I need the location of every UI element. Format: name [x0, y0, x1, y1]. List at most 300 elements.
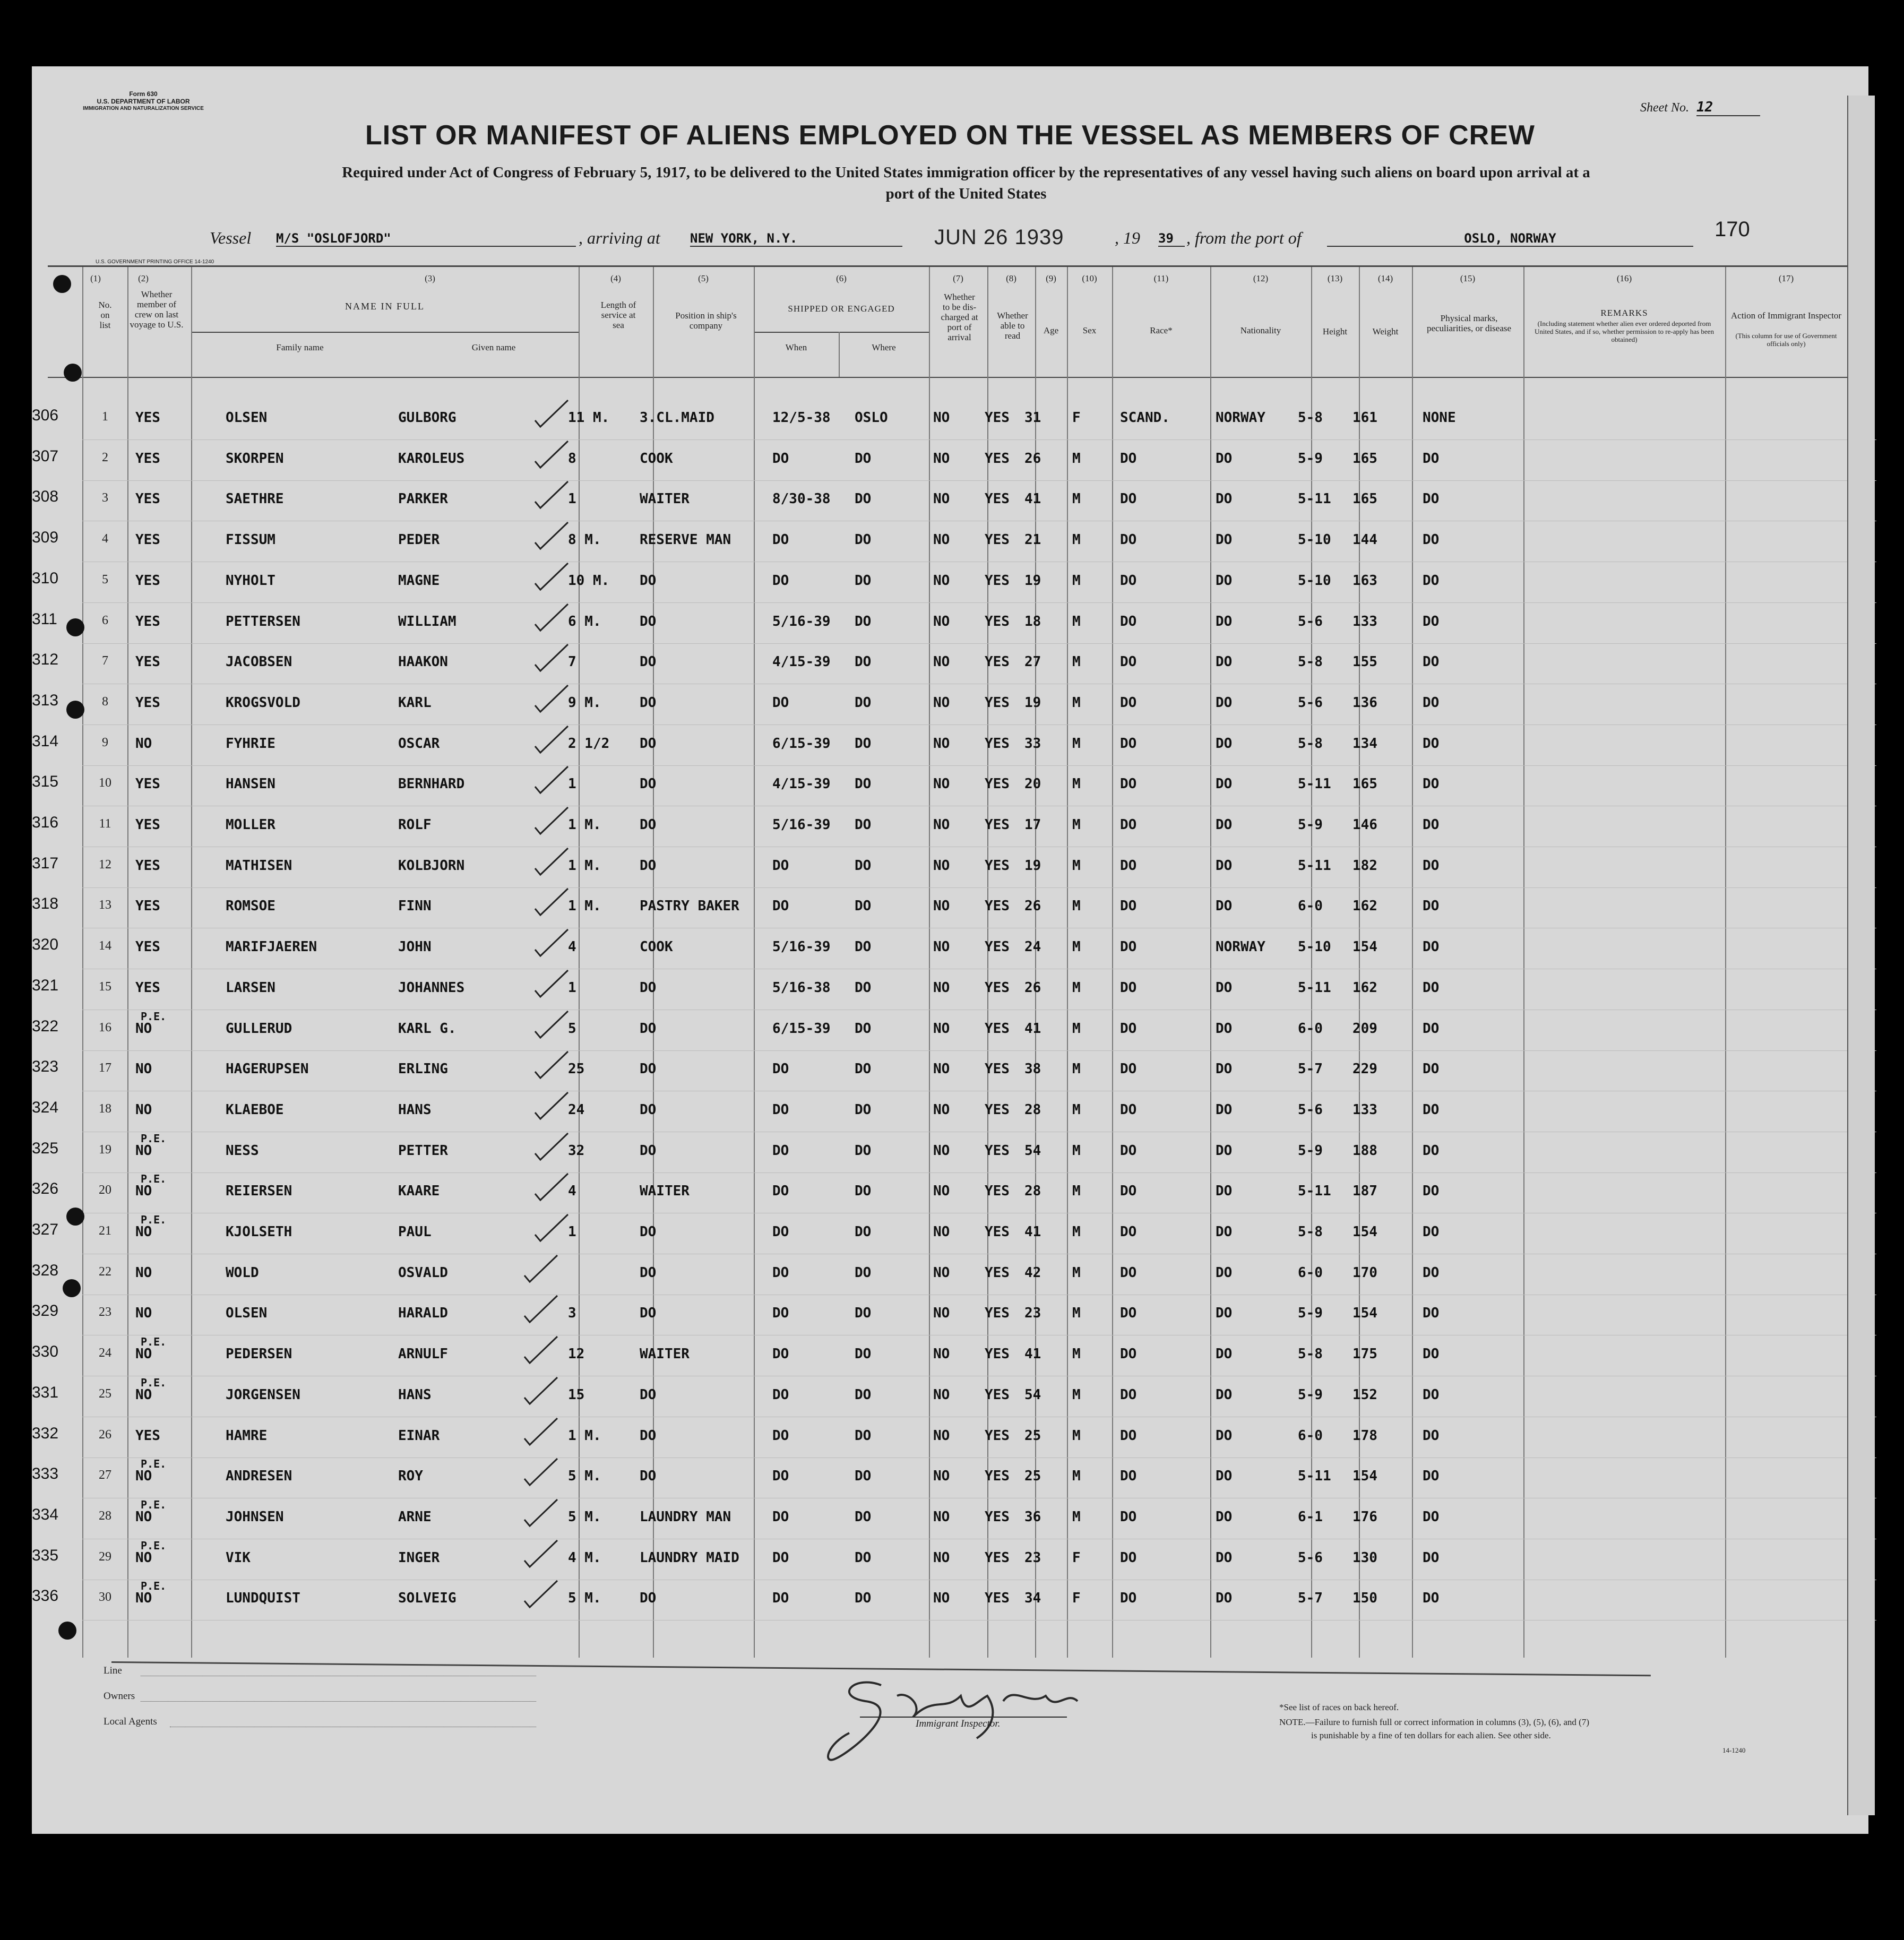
able-to-read-cell: YES [985, 735, 1010, 752]
position-cell: DO [640, 735, 657, 752]
where-cell: DO [855, 1468, 872, 1485]
sex-cell: M [1072, 1508, 1081, 1525]
check-mark-icon [520, 1538, 563, 1570]
header-age: Age [1043, 325, 1059, 335]
serial-number: 325 [32, 1139, 59, 1157]
nationality-cell: DO [1216, 1468, 1233, 1485]
column-separator [839, 332, 840, 377]
where-cell: DO [855, 817, 872, 833]
nationality-cell: DO [1216, 817, 1233, 833]
family-name-cell: WOLD [226, 1264, 259, 1281]
pe-annotation: P.E. [141, 1376, 167, 1389]
height-cell: 5-8 [1298, 654, 1323, 670]
physical-marks-cell: NONE [1423, 410, 1456, 426]
column-separator [82, 267, 83, 1658]
given-name-cell: PARKER [398, 491, 448, 507]
age-cell: 31 [1024, 410, 1041, 426]
line-number: 4 [102, 532, 108, 546]
discharged-cell: NO [933, 654, 950, 670]
where-cell: DO [855, 1346, 872, 1363]
from-port: OSLO, NORWAY [1327, 231, 1693, 247]
length-service-cell: 4 M. [568, 1549, 601, 1566]
race-cell: DO [1120, 450, 1137, 467]
race-cell: DO [1120, 979, 1137, 996]
arriving-port: NEW YORK, N.Y. [690, 231, 902, 247]
able-to-read-cell: YES [985, 654, 1010, 670]
header-position: Position in ship's company [675, 311, 737, 331]
nationality-cell: NORWAY [1216, 410, 1265, 426]
discharged-cell: NO [933, 1468, 950, 1485]
physical-marks-cell: DO [1423, 1224, 1440, 1240]
able-to-read-cell: YES [985, 1590, 1010, 1607]
colnum-16: (16) [1616, 273, 1632, 283]
when-cell: DO [772, 694, 789, 711]
where-cell: DO [855, 1183, 872, 1200]
height-cell: 5-9 [1298, 1386, 1323, 1403]
nationality-cell: DO [1216, 654, 1233, 670]
length-service-cell: 8 M. [568, 532, 601, 548]
serial-number: 315 [32, 773, 59, 791]
height-cell: 5-6 [1298, 1101, 1323, 1118]
line-number: 15 [99, 979, 111, 994]
weight-cell: 162 [1352, 979, 1377, 996]
column-separator [1035, 267, 1036, 1658]
physical-marks-cell: DO [1423, 939, 1440, 955]
form-info [74, 90, 212, 113]
physical-marks-cell: DO [1423, 1508, 1440, 1525]
height-cell: 6-1 [1298, 1508, 1323, 1525]
height-cell: 6-0 [1298, 1427, 1323, 1444]
check-mark-icon [531, 1049, 573, 1081]
binder-hole [66, 701, 84, 719]
height-cell: 5-11 [1298, 776, 1331, 792]
sex-cell: M [1072, 1142, 1081, 1159]
sex-cell: M [1072, 1101, 1081, 1118]
member-cell: YES [135, 450, 160, 467]
weight-cell: 165 [1352, 491, 1377, 507]
given-name-cell: ARNE [398, 1508, 432, 1525]
length-service-cell: 24 [568, 1101, 585, 1118]
sex-cell: M [1072, 1020, 1081, 1037]
colnum-10: (10) [1082, 273, 1097, 283]
physical-marks-cell: DO [1423, 1264, 1440, 1281]
age-cell: 36 [1024, 1508, 1041, 1525]
sex-cell: M [1072, 939, 1081, 955]
race-cell: DO [1120, 1468, 1137, 1485]
column-separator [1412, 267, 1413, 1658]
able-to-read-cell: YES [985, 1427, 1010, 1444]
weight-cell: 188 [1352, 1142, 1377, 1159]
position-cell: DO [640, 654, 657, 670]
where-cell: DO [855, 1590, 872, 1607]
discharged-cell: NO [933, 1183, 950, 1200]
when-cell: 12/5-38 [772, 410, 831, 426]
length-service-cell: 4 [568, 1183, 576, 1200]
family-name-cell: OLSEN [226, 1305, 268, 1322]
serial-number: 332 [32, 1424, 59, 1442]
line-number: 17 [99, 1061, 111, 1075]
physical-marks-cell: DO [1423, 979, 1440, 996]
serial-number: 308 [32, 488, 59, 506]
able-to-read-cell: YES [985, 1549, 1010, 1566]
given-name-cell: OSCAR [398, 735, 440, 752]
where-cell: DO [855, 1427, 872, 1444]
weight-cell: 154 [1352, 1305, 1377, 1322]
line-number: 6 [102, 613, 108, 627]
length-service-cell: 1 M. [568, 898, 601, 915]
pe-annotation: P.E. [141, 1580, 167, 1593]
discharged-cell: NO [933, 694, 950, 711]
age-cell: 28 [1024, 1101, 1041, 1118]
able-to-read-cell: YES [985, 1346, 1010, 1363]
family-name-cell: LARSEN [226, 979, 275, 996]
sex-cell: F [1072, 1590, 1081, 1607]
sex-cell: M [1072, 491, 1081, 507]
able-to-read-cell: YES [985, 898, 1010, 915]
discharged-cell: NO [933, 1549, 950, 1566]
position-cell: DO [640, 1305, 657, 1322]
header-shipped-engaged: SHIPPED OR ENGAGED [788, 304, 895, 314]
line-number: 11 [99, 817, 111, 831]
given-name-cell: ARNULF [398, 1346, 448, 1363]
age-cell: 27 [1024, 654, 1041, 670]
where-cell: DO [855, 1386, 872, 1403]
header-able-to-read: Whether able to read [997, 311, 1028, 341]
where-cell: OSLO [855, 410, 888, 426]
height-cell: 5-11 [1298, 491, 1331, 507]
row-rule [82, 887, 1876, 888]
page-subtitle [149, 162, 1784, 204]
header-given-name: Given name [471, 342, 516, 352]
nationality-cell: DO [1216, 1346, 1233, 1363]
nationality-cell: DO [1216, 1020, 1233, 1037]
header-sex: Sex [1082, 325, 1097, 335]
able-to-read-cell: YES [985, 532, 1010, 548]
race-cell: DO [1120, 735, 1137, 752]
able-to-read-cell: YES [985, 1183, 1010, 1200]
nationality-cell: DO [1216, 1061, 1233, 1077]
member-cell: NO [135, 1508, 152, 1525]
serial-number: 306 [32, 407, 59, 424]
serial-number: 316 [32, 814, 59, 831]
family-name-cell: VIK [226, 1549, 251, 1566]
when-cell: DO [772, 857, 789, 874]
race-cell: DO [1120, 1386, 1137, 1403]
header-where: Where [872, 342, 896, 352]
binder-hole [53, 275, 71, 293]
given-name-cell: HANS [398, 1101, 432, 1118]
given-name-cell: GULBORG [398, 410, 456, 426]
check-mark-icon [531, 561, 573, 593]
row-rule [82, 765, 1876, 766]
check-mark-icon [531, 968, 573, 1000]
age-cell: 54 [1024, 1386, 1041, 1403]
discharged-cell: NO [933, 776, 950, 792]
colnum-12: (12) [1253, 273, 1269, 283]
member-cell: YES [135, 939, 160, 955]
line-label: Line [104, 1665, 122, 1676]
serial-number: 335 [32, 1546, 59, 1564]
sex-cell: M [1072, 1305, 1081, 1322]
check-mark-icon [520, 1416, 563, 1448]
given-name-cell: ROLF [398, 817, 432, 833]
line-number: 29 [99, 1549, 111, 1564]
where-cell: DO [855, 694, 872, 711]
sex-cell: M [1072, 450, 1081, 467]
given-name-cell: SOLVEIG [398, 1590, 456, 1607]
position-cell: DO [640, 776, 657, 792]
able-to-read-cell: YES [985, 776, 1010, 792]
sex-cell: F [1072, 1549, 1081, 1566]
nationality-cell: DO [1216, 776, 1233, 792]
height-cell: 5-6 [1298, 1549, 1323, 1566]
given-name-cell: KARL [398, 694, 432, 711]
when-cell: 5/16-39 [772, 939, 831, 955]
where-cell: DO [855, 857, 872, 874]
name-split-rule [191, 332, 579, 333]
age-cell: 42 [1024, 1264, 1041, 1281]
member-cell: NO [135, 1142, 152, 1159]
physical-marks-cell: DO [1423, 532, 1440, 548]
height-cell: 5-8 [1298, 1346, 1323, 1363]
height-cell: 5-7 [1298, 1061, 1323, 1077]
member-cell: YES [135, 979, 160, 996]
member-cell: NO [135, 1346, 152, 1363]
from-port-label: , from the port of [1186, 228, 1302, 247]
weight-cell: 134 [1352, 735, 1377, 752]
given-name-cell: FINN [398, 898, 432, 915]
page-number: 170 [1715, 218, 1750, 241]
line-number: 18 [99, 1101, 111, 1116]
member-cell: NO [135, 1020, 152, 1037]
race-cell: DO [1120, 898, 1137, 915]
when-cell: DO [772, 1061, 789, 1077]
family-name-cell: PEDERSEN [226, 1346, 292, 1363]
serial-number: 330 [32, 1343, 59, 1361]
form-number: Form 630 [129, 90, 158, 98]
physical-marks-cell: DO [1423, 898, 1440, 915]
able-to-read-cell: YES [985, 491, 1010, 507]
races-note: *See list of races on back hereof. [1279, 1702, 1399, 1712]
nationality-cell: DO [1216, 1101, 1233, 1118]
when-cell: DO [772, 1183, 789, 1200]
family-name-cell: SAETHRE [226, 491, 284, 507]
check-mark-icon [520, 1334, 563, 1366]
colnum-5: (5) [698, 273, 709, 283]
weight-cell: 187 [1352, 1183, 1377, 1200]
line-number: 14 [99, 939, 111, 953]
family-name-cell: JOHNSEN [226, 1508, 284, 1525]
discharged-cell: NO [933, 450, 950, 467]
age-cell: 23 [1024, 1305, 1041, 1322]
physical-marks-cell: DO [1423, 1468, 1440, 1485]
weight-cell: 165 [1352, 776, 1377, 792]
length-service-cell: 32 [568, 1142, 585, 1159]
column-separator [929, 267, 930, 1658]
when-cell: DO [772, 450, 789, 467]
height-cell: 5-11 [1298, 857, 1331, 874]
line-number: 20 [99, 1183, 111, 1197]
check-mark-icon [531, 1009, 573, 1041]
age-cell: 34 [1024, 1590, 1041, 1607]
serial-number: 331 [32, 1383, 59, 1401]
header-name-in-full: NAME IN FULL [345, 301, 425, 312]
length-service-cell: 8 [568, 450, 576, 467]
position-cell: DO [640, 1264, 657, 1281]
able-to-read-cell: YES [985, 1468, 1010, 1485]
serial-number: 328 [32, 1261, 59, 1279]
column-separator [1112, 267, 1113, 1658]
position-cell: DO [640, 1427, 657, 1444]
discharged-cell: NO [933, 1264, 950, 1281]
header-action: Action of Immigrant Inspector [1730, 311, 1842, 321]
height-cell: 5-10 [1298, 939, 1331, 955]
sex-cell: M [1072, 1346, 1081, 1363]
height-cell: 5-8 [1298, 410, 1323, 426]
member-cell: NO [135, 1061, 152, 1077]
discharged-cell: NO [933, 1101, 950, 1118]
table-top-rule [48, 265, 1874, 267]
nationality-cell: DO [1216, 1305, 1233, 1322]
discharged-cell: NO [933, 491, 950, 507]
check-mark-icon [531, 1090, 573, 1122]
owners-field[interactable] [141, 1701, 536, 1702]
row-rule [82, 439, 1876, 440]
where-cell: DO [855, 491, 872, 507]
pe-annotation: P.E. [141, 1132, 167, 1145]
given-name-cell: KAARE [398, 1183, 440, 1200]
where-cell: DO [855, 450, 872, 467]
binder-hole [64, 364, 82, 382]
colnum-1: (1) [90, 273, 101, 283]
position-cell: DO [640, 694, 657, 711]
form-code: 14-1240 [1722, 1746, 1746, 1754]
serial-number: 322 [32, 1017, 59, 1035]
member-cell: NO [135, 1264, 152, 1281]
weight-cell: 209 [1352, 1020, 1377, 1037]
header-physical-marks: Physical marks, peculiarities, or disease [1426, 313, 1512, 333]
given-name-cell: INGER [398, 1549, 440, 1566]
length-service-cell: 1 [568, 979, 576, 996]
sex-cell: M [1072, 979, 1081, 996]
position-cell: COOK [640, 450, 673, 467]
column-separator [1210, 267, 1211, 1658]
sex-cell: M [1072, 1427, 1081, 1444]
physical-marks-cell: DO [1423, 1061, 1440, 1077]
race-cell: DO [1120, 1142, 1137, 1159]
position-cell: DO [640, 1061, 657, 1077]
family-name-cell: MOLLER [226, 817, 275, 833]
sex-cell: M [1072, 1061, 1081, 1077]
column-separator [191, 267, 192, 1658]
given-name-cell: JOHN [398, 939, 432, 955]
colnum-11: (11) [1153, 273, 1169, 283]
length-service-cell: 11 M. [568, 410, 610, 426]
year-label: , 19 [1115, 228, 1140, 247]
able-to-read-cell: YES [985, 1386, 1010, 1403]
check-mark-icon [520, 1497, 563, 1529]
when-cell: DO [772, 1590, 789, 1607]
colnum-15: (15) [1460, 273, 1476, 283]
age-cell: 19 [1024, 694, 1041, 711]
when-cell: DO [772, 572, 789, 589]
when-cell: DO [772, 1346, 789, 1363]
height-cell: 5-8 [1298, 735, 1323, 752]
family-name-cell: NESS [226, 1142, 259, 1159]
where-cell: DO [855, 1101, 872, 1118]
weight-cell: 154 [1352, 1468, 1377, 1485]
printing-office: U.S. GOVERNMENT PRINTING OFFICE 14-1240 [96, 259, 214, 265]
position-cell: LAUNDRY MAID [640, 1549, 739, 1566]
vessel-label: Vessel [210, 228, 252, 247]
given-name-cell: PAUL [398, 1224, 432, 1240]
when-cell: 4/15-39 [772, 776, 831, 792]
member-cell: NO [135, 1224, 152, 1240]
line-number: 25 [99, 1386, 111, 1401]
colnum-4: (4) [610, 273, 621, 283]
discharged-cell: NO [933, 613, 950, 630]
height-cell: 5-6 [1298, 613, 1323, 630]
nationality-cell: DO [1216, 1590, 1233, 1607]
header-weight: Weight [1372, 326, 1399, 337]
age-cell: 41 [1024, 491, 1041, 507]
serial-number: 309 [32, 529, 59, 547]
serial-number: 333 [32, 1465, 59, 1483]
line-number: 16 [99, 1020, 111, 1034]
member-cell: YES [135, 817, 160, 833]
family-name-cell: KLAEBOE [226, 1101, 284, 1118]
family-name-cell: OLSEN [226, 410, 268, 426]
where-cell: DO [855, 898, 872, 915]
physical-marks-cell: DO [1423, 694, 1440, 711]
where-cell: DO [855, 979, 872, 996]
serial-number: 318 [32, 895, 59, 913]
column-separator [1725, 267, 1726, 1658]
height-cell: 5-7 [1298, 1590, 1323, 1607]
family-name-cell: REIERSEN [226, 1183, 292, 1200]
length-service-cell: 2 1/2 [568, 735, 610, 752]
header-family-name: Family name [276, 342, 324, 352]
where-cell: DO [855, 1508, 872, 1525]
given-name-cell: MAGNE [398, 572, 440, 589]
where-cell: DO [855, 1305, 872, 1322]
check-mark-icon [520, 1253, 563, 1285]
weight-cell: 136 [1352, 694, 1377, 711]
column-separator [1067, 267, 1068, 1658]
check-mark-icon [520, 1456, 563, 1488]
position-cell: DO [640, 817, 657, 833]
where-cell: DO [855, 735, 872, 752]
colnum-9: (9) [1046, 273, 1056, 283]
when-cell: DO [772, 1508, 789, 1525]
family-name-cell: ROMSOE [226, 898, 275, 915]
weight-cell: 144 [1352, 532, 1377, 548]
colnum-14: (14) [1377, 273, 1393, 283]
height-cell: 5-8 [1298, 1224, 1323, 1240]
column-separator [127, 267, 128, 1658]
member-cell: NO [135, 1590, 152, 1607]
physical-marks-cell: DO [1423, 857, 1440, 874]
nationality-cell: DO [1216, 1386, 1233, 1403]
race-cell: SCAND. [1120, 410, 1170, 426]
position-cell: WAITER [640, 1183, 690, 1200]
able-to-read-cell: YES [985, 613, 1010, 630]
given-name-cell: HAAKON [398, 654, 448, 670]
where-cell: DO [855, 1264, 872, 1281]
member-cell: YES [135, 654, 160, 670]
member-cell: YES [135, 1427, 160, 1444]
height-cell: 5-11 [1298, 1183, 1331, 1200]
